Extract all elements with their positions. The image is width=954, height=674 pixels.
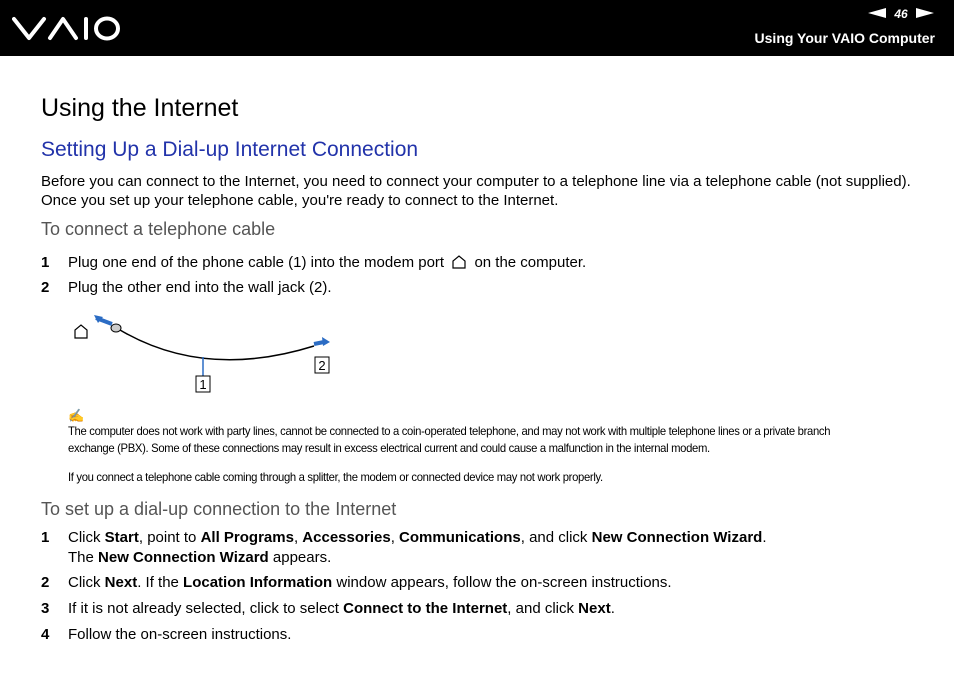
diagram-label-1 <box>196 376 210 392</box>
step-number: 2 <box>41 279 50 296</box>
step-text: If it is not already selected, click to select Connect to the Internet, and click Next. <box>68 600 615 617</box>
step-text: Plug the other end into the wall jack (2). <box>68 279 332 296</box>
phone-plug-icon <box>111 324 121 332</box>
modem-port-icon <box>452 255 466 275</box>
page-number: 46 <box>894 7 908 21</box>
step-text: Follow the on-screen instructions. <box>68 626 292 643</box>
step-2-dialup <box>41 573 672 593</box>
step-number: 2 <box>41 574 50 591</box>
step-2-cable <box>41 278 331 298</box>
note-splitter: If you connect a telephone cable coming through a splitter, the modem or connected device may not work properly. <box>68 470 603 484</box>
step-1-cable <box>41 253 586 275</box>
cable-diagram <box>70 310 340 405</box>
cable-end-arrow-right <box>314 337 330 346</box>
step-text: Click Start, point to All Programs, Accessories, Communications, and click New Connection Wizard. The New Connection Wizard appears. <box>68 529 767 566</box>
intro-paragraph: Before you can connect to the Internet, you need to connect your computer to a telephone line via a telephone cable (not supplied). Once you set up your telephone cable, you're ready to connect to the Internet. <box>41 173 911 209</box>
step-number: 4 <box>41 626 50 643</box>
triangle-right-icon[interactable] <box>916 7 934 21</box>
diagram-label-2 <box>315 357 329 373</box>
triangle-left-icon[interactable] <box>868 7 886 21</box>
step-4-dialup <box>41 625 291 645</box>
step-number: 1 <box>41 254 50 271</box>
step-number: 3 <box>41 600 50 617</box>
step-text: Click Next. If the Location Information window appears, follow the on-screen instructions. <box>68 574 672 591</box>
section-label: Using Your VAIO Computer <box>754 30 935 46</box>
svg-text:2: 2 <box>318 358 326 373</box>
page-title: Using the Internet <box>41 94 239 122</box>
procedure-heading-dialup: To set up a dial-up connection to the Internet <box>41 499 397 519</box>
vaio-logo <box>12 14 122 47</box>
section-subtitle: Setting Up a Dial-up Internet Connection <box>41 138 419 161</box>
step-3-dialup <box>41 599 615 619</box>
modem-port-icon <box>75 325 87 338</box>
step-number: 1 <box>41 529 50 546</box>
svg-text:1: 1 <box>199 377 207 392</box>
step-text: Plug one end of the phone cable (1) into the modem port on the computer. <box>68 253 586 275</box>
phone-cable <box>120 330 314 360</box>
page-navigation <box>868 7 934 21</box>
note-party-lines: The computer does not work with party lines, cannot be connected to a coin-operated telephone, and may not work with multiple telephone lines or a private branch exchange (PBX). Some of these connections may result in excess electrical current and could cause a malfunction in the internal modem. <box>68 424 831 455</box>
step-1-dialup <box>41 528 767 568</box>
cable-end-arrow-left <box>94 315 112 324</box>
note-pencil-icon: ✍ <box>68 408 85 423</box>
procedure-heading-cable: To connect a telephone cable <box>41 219 276 239</box>
page-header <box>0 0 954 56</box>
